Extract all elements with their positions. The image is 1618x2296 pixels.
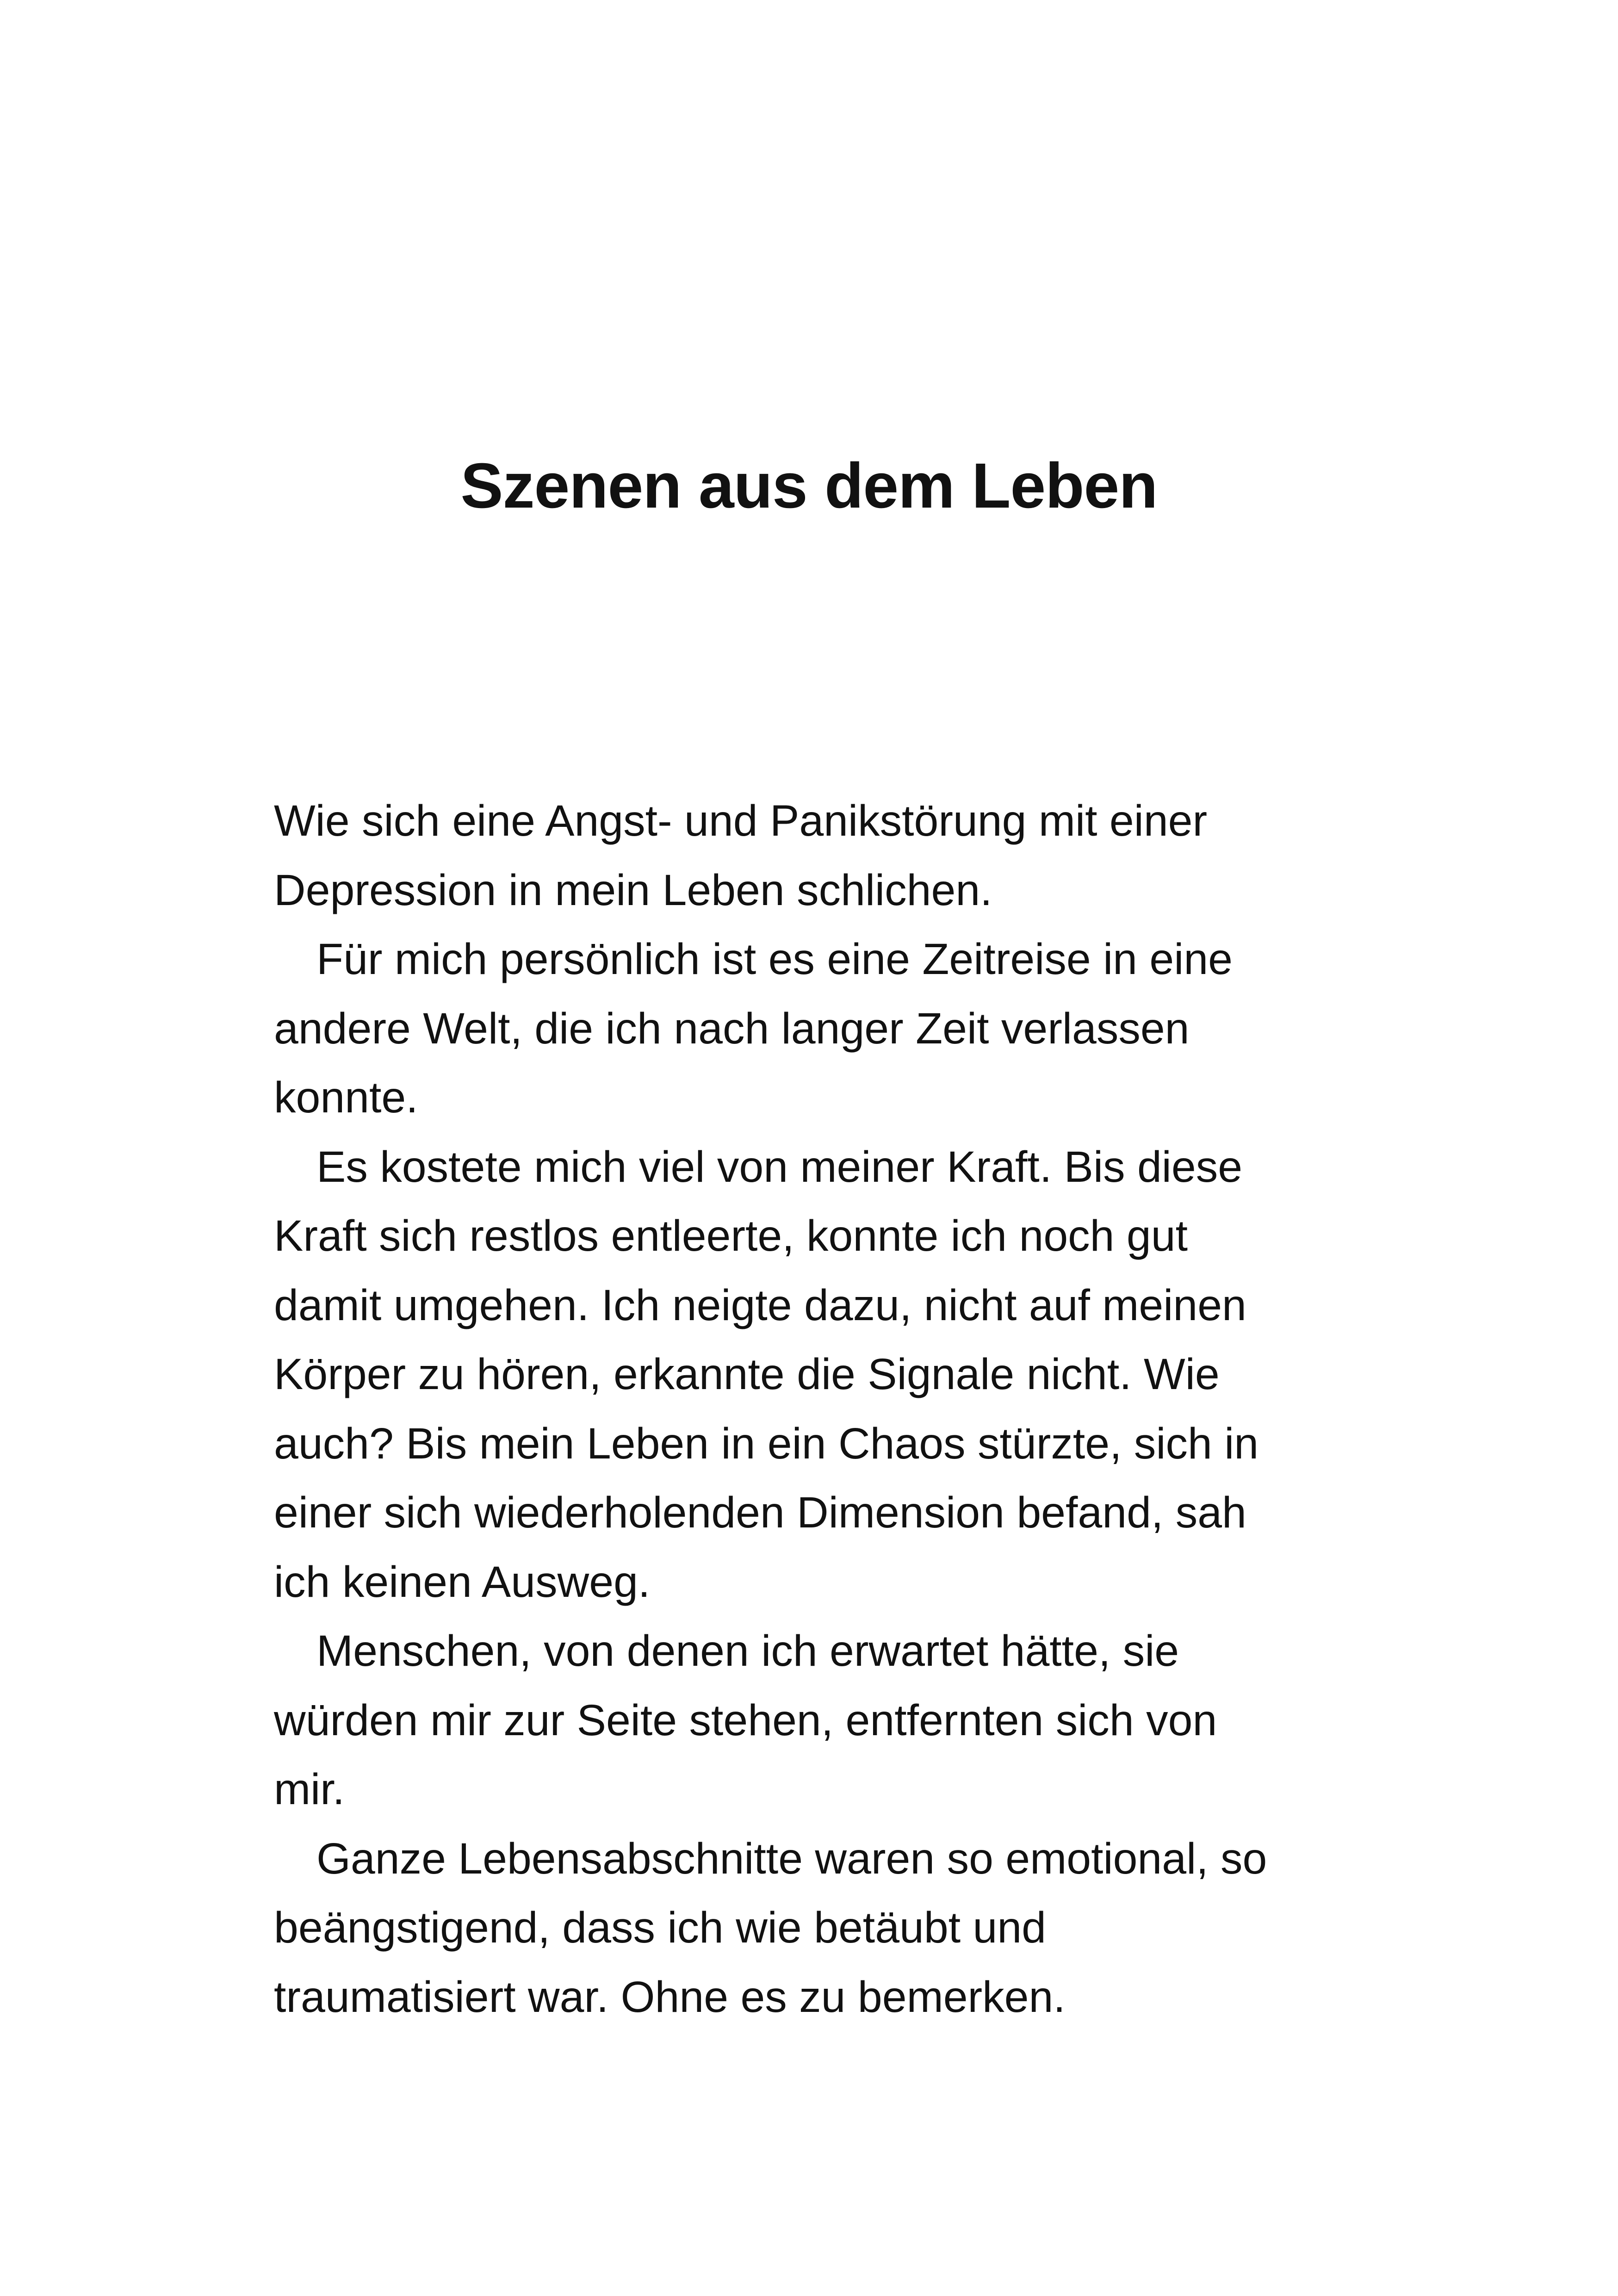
text-line: Kraft sich restlos entleerte, konnte ich noch gut (274, 1211, 1188, 1260)
text-line: traumatisiert war. Ohne es zu bemerken. (274, 1972, 1066, 2022)
text-line: Menschen, von denen ich erwartet hätte, sie (316, 1626, 1179, 1675)
text-line: auch? Bis mein Leben in ein Chaos stürzte, sich in (274, 1419, 1259, 1468)
text-line: Depression in mein Leben schlichen. (274, 865, 992, 915)
text-line: Körper zu hören, erkannte die Signale nicht. Wie (274, 1350, 1220, 1399)
text-line: konnte. (274, 1073, 418, 1122)
text-line: würden mir zur Seite stehen, entfernten sich von (274, 1695, 1217, 1745)
text-line: damit umgehen. Ich neigte dazu, nicht auf meinen (274, 1280, 1246, 1330)
chapter-title: Szenen aus dem Leben (460, 450, 1158, 521)
text-line: andere Welt, die ich nach langer Zeit verlassen (274, 1004, 1190, 1053)
text-line: ich keinen Ausweg. (274, 1557, 651, 1607)
text-line: mir. (274, 1765, 345, 1814)
text-line: beängstigend, dass ich wie betäubt und (274, 1903, 1046, 1952)
text-line: Wie sich eine Angst- und Panikstörung mit einer (274, 796, 1208, 845)
text-line: Ganze Lebensabschnitte waren so emotional, so (316, 1834, 1267, 1883)
body-text (274, 787, 1347, 2032)
text-line: einer sich wiederholenden Dimension befand, sah (274, 1488, 1246, 1537)
text-line: Für mich persönlich ist es eine Zeitreise in eine (316, 935, 1233, 984)
text-line: Es kostete mich viel von meiner Kraft. Bis diese (316, 1142, 1243, 1191)
